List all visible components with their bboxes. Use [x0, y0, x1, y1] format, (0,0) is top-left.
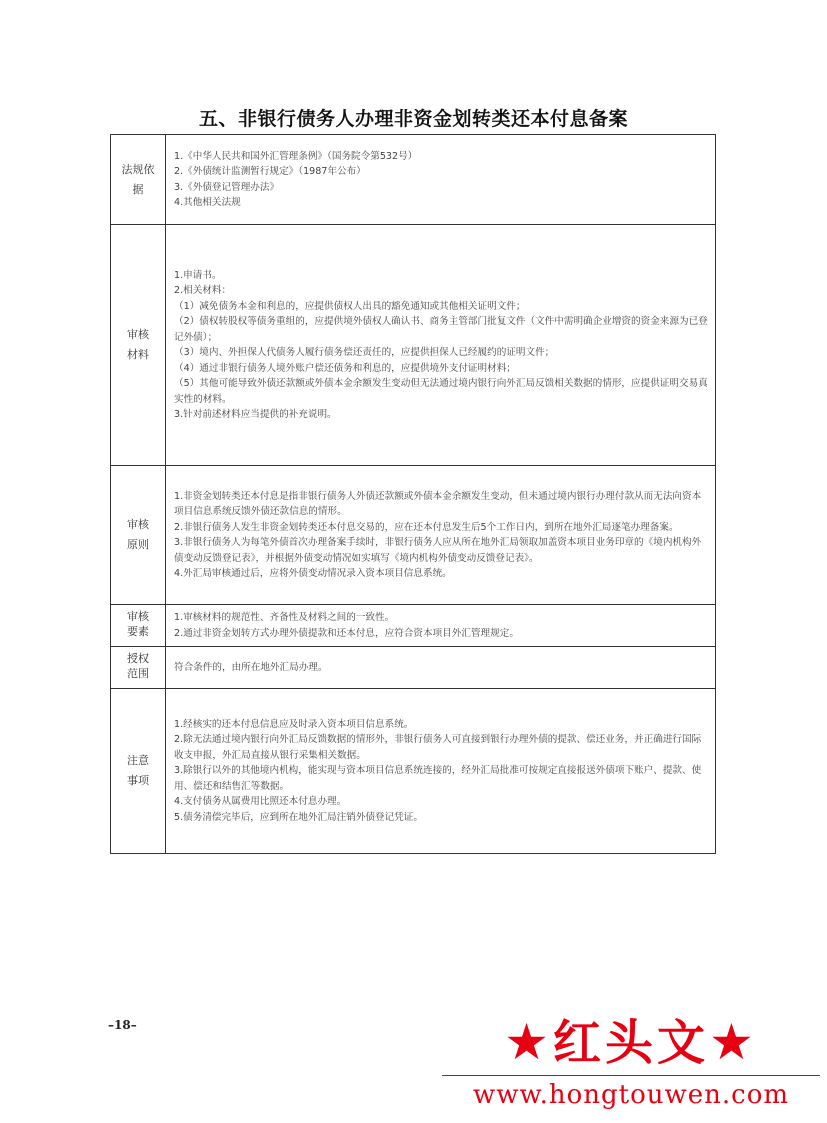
table-row: [111, 466, 716, 605]
list-item: 符合条件的，由所在地外汇局办理。: [174, 661, 328, 673]
row-content-review-materials: [166, 225, 716, 466]
label-text: 授权范围: [127, 652, 149, 680]
list-item: 2.非银行债务人发生非资金划转类还本付息交易的，应在还本付息发生后5个工作日内，到所在地外汇局逐笔办理备案。: [174, 521, 679, 533]
label-text: 审核材料: [127, 328, 149, 361]
site-watermark: [442, 1000, 820, 1118]
watermark-url[interactable]: www.hongtouwen.com: [472, 1080, 790, 1110]
row-content-legal-basis: [166, 135, 716, 225]
list-item: 3.针对前述材料应当提供的补充说明。: [174, 409, 337, 420]
star-icon: ★: [709, 1013, 758, 1071]
list-item: 2.通过非资金划转方式办理外债提款和还本付息，应符合资本项目外汇管理规定。: [174, 627, 519, 639]
row-label-review-principles: [111, 466, 166, 605]
list-item: （3）境内、外担保人代债务人履行债务偿还责任的，应提供担保人已经履约的证明文件；: [174, 347, 555, 358]
list-item: 3.《外债登记管理办法》: [174, 181, 280, 193]
row-content-authorization-scope: [166, 647, 716, 689]
list-item: 1.审核材料的规范性、齐备性及材料之间的一致性。: [174, 612, 395, 623]
table-row: [111, 605, 716, 647]
list-item: 4.其他相关法规: [174, 197, 241, 208]
table-row: [111, 647, 716, 689]
list-item: （5）其他可能导致外债还款额或外债本金余额发生变动但无法通过境内银行向外汇局反馈相关数据的情形，应提供证明交易真实性的材料。: [174, 378, 708, 405]
list-item: 2.相关材料：: [174, 285, 232, 296]
label-text: 法规依据: [121, 162, 155, 196]
table-row: [111, 225, 716, 466]
row-label-notes: [111, 689, 166, 854]
watermark-title: [442, 1004, 820, 1073]
list-item: 1.经核实的还本付息信息应及时录入资本项目信息系统。: [174, 718, 414, 730]
list-item: 4.外汇局审核通过后，应将外债变动情况录入资本项目信息系统。: [174, 568, 452, 579]
row-content-review-elements: [166, 605, 716, 647]
document-title: 五、非银行债务人办理非资金划转类还本付息备案: [198, 108, 628, 130]
star-icon: ★: [504, 1013, 553, 1071]
list-item: 5.债务清偿完毕后，应到所在地外汇局注销外债登记凭证。: [174, 811, 423, 823]
label-text: 审核原则: [127, 518, 149, 551]
label-text: 审核要素: [127, 610, 149, 638]
table-row: [111, 135, 716, 225]
row-label-review-elements: [111, 605, 166, 647]
watermark-divider: [442, 1075, 820, 1076]
table-row: [111, 689, 716, 854]
list-item: 2.除无法通过境内银行向外汇局反馈数据的情形外，非银行债务人可直接到银行办理外债的提款、偿还业务，并正确进行国际收支申报，外汇局直接从银行采集相关数据。: [174, 734, 702, 761]
list-item: 1.申请书。: [174, 269, 222, 281]
label-text: 注意事项: [127, 754, 149, 787]
list-item: 4.支付债务从属费用比照还本付息办理。: [174, 796, 347, 808]
row-label-legal-basis: [111, 135, 166, 225]
list-item: 1.非资金划转类还本付息是指非银行债务人外债还款额或外债本金余额发生变动，但未通过境内银行办理付款从而无法向资本项目信息系统反馈外债还款信息的情形。: [174, 490, 702, 517]
list-item: 1.《中华人民共和国外汇管理条例》（国务院令第532号）: [174, 150, 418, 162]
row-content-notes: [166, 689, 716, 854]
row-label-authorization-scope: [111, 647, 166, 689]
list-item: （1）减免债务本金和利息的，应提供债权人出具的豁免通知或其他相关证明文件；: [174, 300, 526, 312]
list-item: 3.非银行债务人为每笔外债首次办理备案手续时，非银行债务人应从所在地外汇局领取加盖资本项目业务印章的《境内机构外债变动反馈登记表》，并根据外债变动情况如实填写《境内机构外债变动反馈登记表》。: [174, 537, 702, 564]
watermark-text: 红头文: [552, 1015, 709, 1071]
page-number: –18–: [108, 1018, 137, 1032]
row-label-review-materials: [111, 225, 166, 466]
row-content-review-principles: [166, 466, 716, 605]
list-item: 3.除银行以外的其他境内机构，能实现与资本项目信息系统连接的，经外汇局批准可按规定直接报送外债项下账户、提款、使用、偿还和结售汇等数据。: [174, 765, 702, 792]
list-item: （4）通过非银行债务人境外账户偿还债务和利息的，应提供境外支付证明材料；: [174, 362, 516, 374]
list-item: 2.《外债统计监测暂行规定》（1987年公布）: [174, 166, 366, 177]
list-item: （2）债权转股权等债务重组的，应提供境外债权人确认书、商务主管部门批复文件（文件中需明确企业增资的资金来源为已登记外债）；: [174, 316, 708, 343]
filing-requirements-table: [110, 134, 716, 854]
